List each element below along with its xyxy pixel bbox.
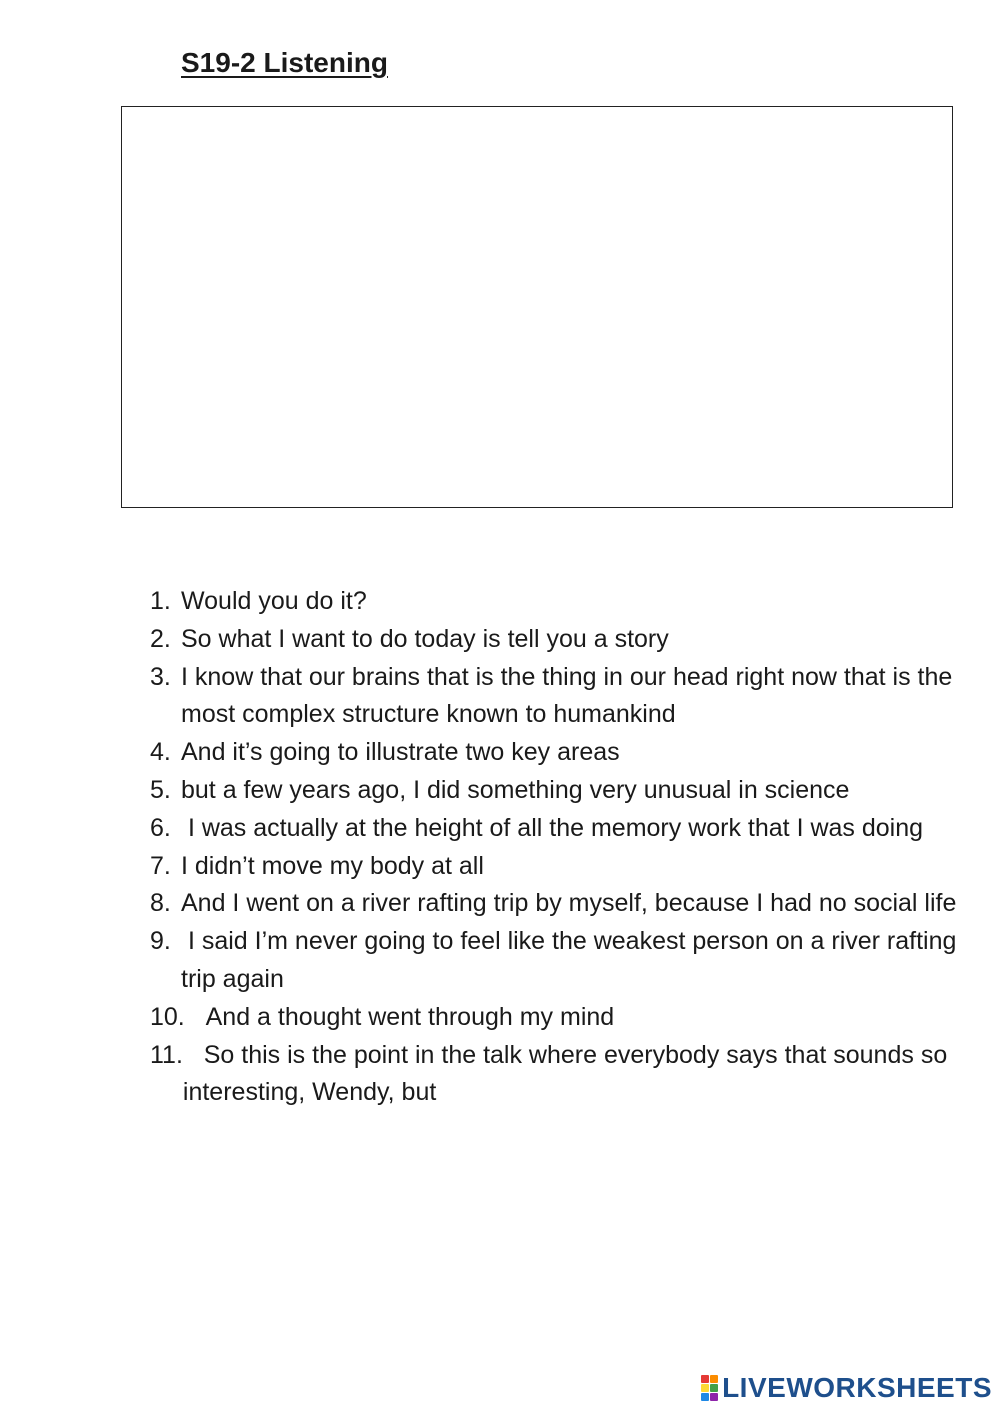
sentence-list bbox=[150, 583, 964, 1112]
item-text: And a thought went through my mind bbox=[184, 1002, 615, 1031]
list-item bbox=[150, 1037, 960, 1113]
item-number: 3. bbox=[150, 662, 171, 691]
item-number: 6. bbox=[150, 813, 171, 842]
item-number: 11. bbox=[150, 1040, 183, 1069]
list-item bbox=[150, 848, 960, 886]
item-text: I didn’t move my body at all bbox=[181, 851, 484, 880]
item-text: but a few years ago, I did something very unusual in science bbox=[181, 775, 850, 804]
list-item bbox=[150, 659, 960, 735]
item-text: I said I’m never going to feel like the weakest person on a river rafting trip again bbox=[181, 927, 964, 993]
list-item bbox=[150, 772, 960, 810]
worksheet-title: S19-2 Listening bbox=[181, 47, 388, 78]
item-text: I was actually at the height of all the memory work that I was doing bbox=[181, 813, 924, 842]
logo-block bbox=[701, 1384, 709, 1392]
list-item bbox=[150, 885, 960, 923]
logo-block bbox=[701, 1393, 709, 1401]
item-number: 4. bbox=[150, 738, 171, 767]
item-number: 8. bbox=[150, 889, 171, 918]
item-text: I know that our brains that is the thing in our head right now that is the most complex structure known to humankind bbox=[181, 662, 960, 729]
item-number: 10. bbox=[150, 1002, 185, 1031]
item-text: And it’s going to illustrate two key areas bbox=[181, 738, 620, 767]
item-text: And I went on a river rafting trip by myself, because I had no social life bbox=[181, 889, 957, 918]
logo-block bbox=[701, 1375, 709, 1383]
logo-block bbox=[710, 1384, 718, 1392]
logo-block bbox=[710, 1393, 718, 1401]
item-number: 9. bbox=[150, 927, 171, 956]
list-item bbox=[150, 999, 960, 1037]
list-item bbox=[150, 923, 964, 999]
item-number: 7. bbox=[150, 851, 171, 880]
logo-text: LIVEWORKSHEETS bbox=[722, 1372, 992, 1403]
item-number: 2. bbox=[150, 624, 171, 653]
item-number: 5. bbox=[150, 775, 171, 804]
item-text: Would you do it? bbox=[181, 587, 367, 615]
logo-blocks-icon bbox=[701, 1375, 718, 1401]
list-item bbox=[150, 621, 960, 659]
list-item bbox=[150, 810, 960, 848]
item-text: So what I want to do today is tell you a story bbox=[181, 624, 669, 653]
image-placeholder-box bbox=[121, 106, 953, 508]
logo-block bbox=[710, 1375, 718, 1383]
item-text: So this is the point in the talk where everybody says that sounds so interesting, Wendy, but bbox=[182, 1040, 955, 1107]
list-item bbox=[150, 734, 960, 772]
item-number: 1. bbox=[150, 587, 171, 615]
liveworksheets-logo[interactable] bbox=[701, 1372, 992, 1404]
list-item bbox=[150, 583, 960, 621]
